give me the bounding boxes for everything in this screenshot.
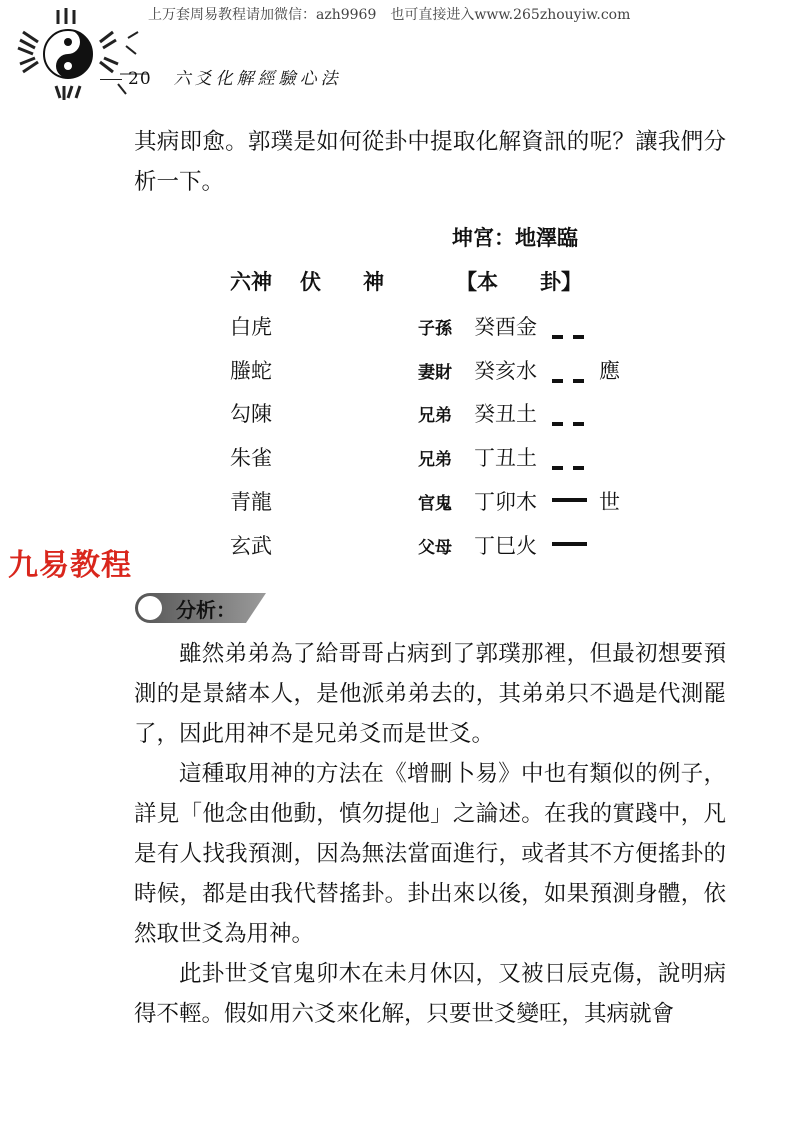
book-title: 六爻化解經驗心法 <box>173 69 342 89</box>
yin-line-mark <box>552 411 594 415</box>
line-relation: 兄弟 <box>418 450 452 470</box>
line-spirit: 螣蛇 <box>230 359 272 383</box>
paragraph-3: 這種取用神的方法在《增刪卜易》中也有類似的例子，詳見「他念由他動，慎勿提他」之論述。在我的實踐中，凡是有人找我預測，因為無法當面進行，或者其不方便搖卦的時候，都是由我代替搖卦。卦出來以後，如果預測身體，依然取世爻為用神。 <box>134 761 726 947</box>
hexagram-title: 坤宮：地澤臨 <box>452 225 578 250</box>
yin-line-mark <box>552 368 594 372</box>
header-main-hexagram: 【本 卦】 <box>456 269 582 294</box>
paragraph-2: 雖然弟弟為了給哥哥占病到了郭璞那裡，但最初想要預測的是景緒本人，是他派弟弟去的，其弟弟只不過是代測罷了，因此用神不是兄弟爻而是世爻。 <box>134 641 726 747</box>
header-rule <box>100 79 122 80</box>
yin-line-mark <box>552 324 594 328</box>
header-hidden-spirit: 伏 神 <box>300 269 384 294</box>
line-ganzhi: 丁丑土 <box>474 446 537 470</box>
watermark-header: 上万套周易教程请加微信：azh9969 也可直接进入www.265zhouyiw.com <box>148 7 631 23</box>
ying-mark: 應 <box>599 359 620 383</box>
line-ganzhi: 丁卯木 <box>474 490 537 514</box>
page-number: 20 <box>128 69 152 89</box>
line-ganzhi: 丁巳火 <box>474 534 537 558</box>
line-relation: 子孫 <box>418 319 452 339</box>
line-ganzhi: 癸酉金 <box>474 315 537 339</box>
line-ganzhi: 癸亥水 <box>474 359 537 383</box>
line-spirit: 玄武 <box>230 534 272 558</box>
header-six-spirits: 六神 <box>230 269 272 294</box>
paragraph-4: 此卦世爻官鬼卯木在未月休囚，又被日辰克傷，說明病得不輕。假如用六爻來化解，只要世爻變旺，其病就會 <box>134 961 726 1027</box>
running-header <box>100 64 342 89</box>
shi-mark: 世 <box>599 490 620 514</box>
section-label: 分析： <box>176 598 236 622</box>
line-spirit: 青龍 <box>230 490 272 514</box>
yin-line-mark <box>552 455 594 459</box>
yang-line-mark <box>552 542 587 546</box>
line-ganzhi: 癸丑土 <box>474 402 537 426</box>
line-relation: 兄弟 <box>418 406 452 426</box>
line-spirit: 白虎 <box>230 315 272 339</box>
line-relation: 妻財 <box>418 363 452 383</box>
line-spirit: 朱雀 <box>230 446 272 470</box>
line-spirit: 勾陳 <box>230 402 272 426</box>
yang-line-mark <box>552 498 587 502</box>
line-relation: 父母 <box>418 538 452 558</box>
line-relation: 官鬼 <box>418 494 452 514</box>
side-watermark: 九易教程 <box>8 548 132 583</box>
paragraph-1: 其病即愈。郭璞是如何從卦中提取化解資訊的呢？讓我們分析一下。 <box>134 129 726 195</box>
